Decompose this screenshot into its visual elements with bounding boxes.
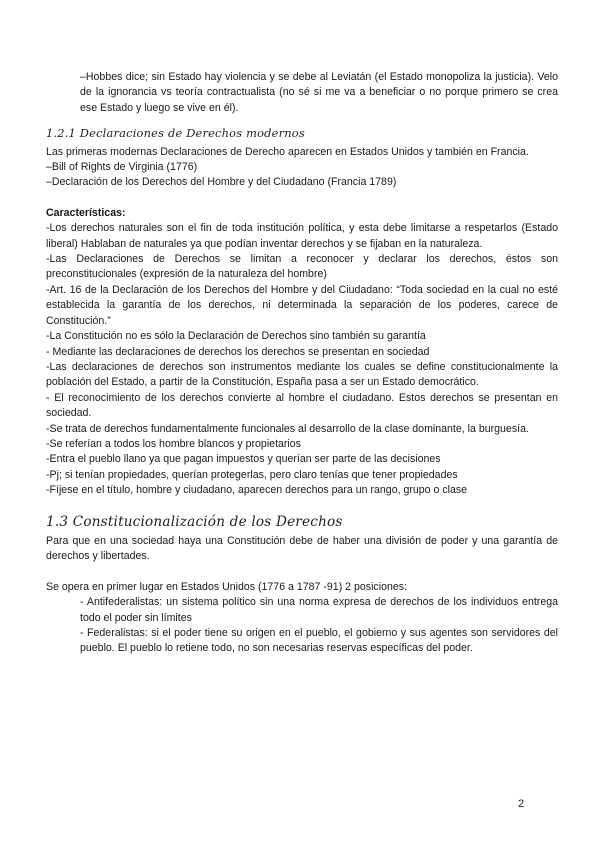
section-intro: Para que en una sociedad haya una Constitución debe de haber una división de poder y una garantía de derechos y libertades. — [46, 534, 558, 563]
caracteristica-item: -Los derechos naturales son el fin de toda institución política, y esta debe limitarse a respetarlos (Estado liberal) Hablaban de naturales ya que podían inventar derechos y se fijaban en la naturaleza. — [46, 222, 558, 250]
section-heading-1-2-1: 1.2.1 Declaraciones de Derechos modernos — [46, 126, 305, 141]
page-number: 2 — [518, 798, 525, 810]
posicion-item: - Antifederalistas: un sistema político sin una norma expresa de derechos de los individuos entrega todo el poder sin límites — [80, 596, 558, 624]
hobbes-paragraph: –Hobbes dice; sin Estado hay violencia y se debe al Leviatán (el Estado monopoliza la justicia). Velo de la ignorancia vs teoría contractualista (no sé si me va a beneficiar o no porque primero se crea ese Estado y luego se vive en él). — [80, 71, 558, 114]
document-page — [46, 70, 558, 657]
caracteristica-item: -Entra el pueblo llano ya que pagan impuestos y querían ser parte de las decisiones — [46, 453, 441, 466]
posiciones-intro: Se opera en primer lugar en Estados Unidos (1776 a 1787 -91) 2 posiciones: — [46, 580, 407, 593]
caracteristica-item: -Las Declaraciones de Derechos se limitan a reconocer y declarar los derechos, éstos son preconstitucionales (expresión de la naturaleza del hombre) — [46, 253, 558, 281]
caracteristica-item: -Se trata de derechos fundamentalmente funcionales al desarrollo de la clase dominante, la burguesía. — [46, 422, 529, 435]
caracteristica-item: -Las declaraciones de derechos son instrumentos mediante los cuales se define constitucionalmente la población del Estado, a partir de la Constitución, España pasa a ser un Estado democrático. — [46, 360, 558, 389]
caracteristica-item: -Pj; si tenían propiedades, querían protegerlas, pero claro tenías que tener propiedades — [46, 468, 458, 481]
caracteristica-item: - Mediante las declaraciones de derechos los derechos se presentan en sociedad — [46, 345, 430, 358]
section-intro: Las primeras modernas Declaraciones de Derecho aparecen en Estados Unidos y también en Francia. — [46, 145, 529, 158]
caracteristica-item: -Se referían a todos los hombre blancos y propietarios — [46, 437, 301, 450]
declaration-item: –Declaración de los Derechos del Hombre y del Ciudadano (Francia 1789) — [46, 176, 397, 189]
caracteristica-item: -La Constitución no es sólo la Declaración de Derechos sino también su garantía — [46, 330, 426, 343]
section-heading-1-3: 1.3 Constitucionalización de los Derechos — [46, 513, 343, 530]
caracteristica-item: -Fíjese en el título, hombre y ciudadano, aparecen derechos para un rango, grupo o clase — [46, 484, 468, 497]
declaration-item: –Bill of Rights de Virginia (1776) — [46, 161, 198, 174]
caracteristicas-heading: Características: — [46, 206, 126, 219]
caracteristica-item: - El reconocimiento de los derechos convierte al hombre el ciudadano. Estos derechos se presentan en sociedad. — [46, 391, 558, 420]
posicion-item: - Federalistas: si el poder tiene su origen en el pueblo, el gobierno y sus agentes son servidores del pueblo. El pueblo lo retiene todo, no son necesarias reservas específicas del poder. — [80, 627, 558, 655]
caracteristica-item: -Art. 16 de la Declaración de los Derechos del Hombre y del Ciudadano: “Toda sociedad en la cual no esté establecida la garantía de los derechos, ni determinada la separación de los poderes, carece de Constitución.” — [46, 283, 558, 327]
